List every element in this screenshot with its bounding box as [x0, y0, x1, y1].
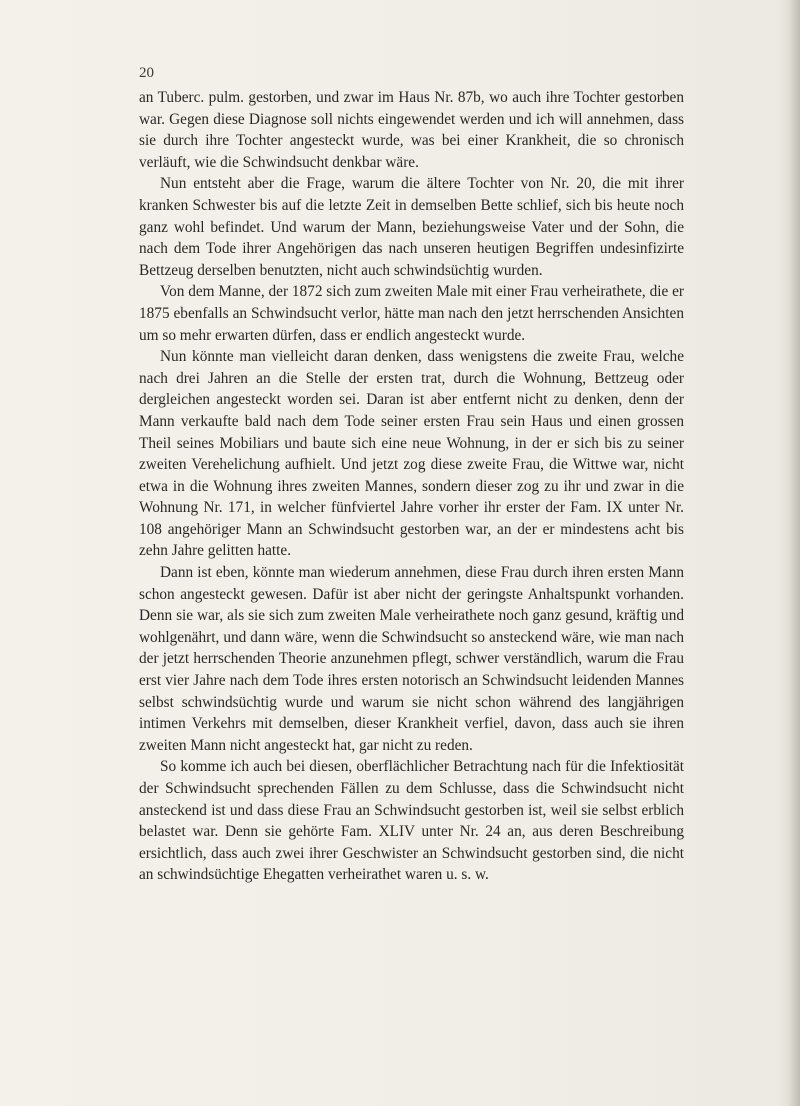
- page-edge-shadow: [778, 0, 800, 1106]
- paragraph-5: Dann ist eben, könnte man wiederum annehmen, diese Frau durch ihren ersten Mann schon angesteckt gewesen. Dafür ist aber nicht der geringste Anhaltspunkt vorhanden. Denn sie war, als sie sich zum zweiten Male verheirathete noch ganz gesund, kräftig und wohlgenährt, und dann wäre, wenn die Schwindsucht so ansteckend wäre, wie man nach der jetzt herrschenden Theorie anzunehmen pflegt, schwer verständlich, warum die Frau erst vier Jahre nach dem Tode ihres ersten notorisch an Schwindsucht leidenden Mannes selbst schwindsüchtig wurde und warum sie nicht schon während des langjährigen intimen Verkehrs mit demselben, dieser Krankheit verfiel, davon, dass auch sie ihren zweiten Mann nicht angesteckt hat, gar nicht zu reden.: [139, 564, 684, 754]
- paragraph-1: an Tuberc. pulm. gestorben, und zwar im Haus Nr. 87b, wo auch ihre Tochter gestorben war. Gegen diese Diagnose soll nichts eingewendet werden und ich will annehmen, dass sie durch ihre Tochter angesteckt wurde, was bei einer Krankheit, die so chronisch verläuft, wie die Schwindsucht denkbar wäre.: [139, 89, 684, 171]
- paragraph-3: Von dem Manne, der 1872 sich zum zweiten Male mit einer Frau verheirathete, die er 1875 ebenfalls an Schwindsucht verlor, hätte man nach den jetzt herrschenden Ansichten um so mehr erwarten dürfen, dass er endlich angesteckt wurde.: [139, 283, 684, 344]
- paragraph-4: Nun könnte man vielleicht daran denken, dass wenigstens die zweite Frau, welche nach drei Jahren an die Stelle der ersten trat, durch die Wohnung, Bettzeug oder dergleichen angesteckt worden sei. Daran ist aber entfernt nicht zu denken, denn der Mann verkaufte bald nach dem Tode seiner ersten Frau sein Haus und einen grossen Theil seines Mobiliars und baute sich eine neue Wohnung, in der er sich bis zu seiner zweiten Verehelichung aufhielt. Und jetzt zog diese zweite Frau, die Wittwe war, nicht etwa in die Wohnung ihres zweiten Mannes, sondern dieser zog zu ihr und zwar in die Wohnung Nr. 171, in welcher fünfviertel Jahre vorher ihr erster der Fam. IX unter Nr. 108 angehöriger Mann an Schwindsucht gestorben war, an der er mindestens acht bis zehn Jahre gelitten hatte.: [139, 348, 684, 560]
- paragraph-2: Nun entsteht aber die Frage, warum die ältere Tochter von Nr. 20, die mit ihrer kranken Schwester bis auf die letzte Zeit in demselben Bette schlief, sich bis heute noch ganz wohl befindet. Und warum der Mann, beziehungsweise Vater und der Sohn, die nach dem Tode ihrer Angehörigen das nach unseren heutigen Begriffen undesinfizirte Bettzeug derselben benutzten, nicht auch schwindsüchtig wurden.: [139, 175, 684, 279]
- page-body-text: [139, 87, 684, 886]
- paragraph-6: So komme ich auch bei diesen, oberflächlicher Betrachtung nach für die Infektiosität der Schwindsucht sprechenden Fällen zu dem Schlusse, dass die Schwindsucht nicht ansteckend ist und dass diese Frau an Schwindsucht gestorben ist, weil sie selbst erblich belastet war. Denn sie gehörte Fam. XLIV unter Nr. 24 an, aus deren Beschreibung ersichtlich, dass auch zwei ihrer Geschwister an Schwindsucht gestorben sind, die nicht an schwindsüchtige Ehegatten verheirathet waren u. s. w.: [139, 758, 684, 884]
- page-number: 20: [139, 65, 154, 81]
